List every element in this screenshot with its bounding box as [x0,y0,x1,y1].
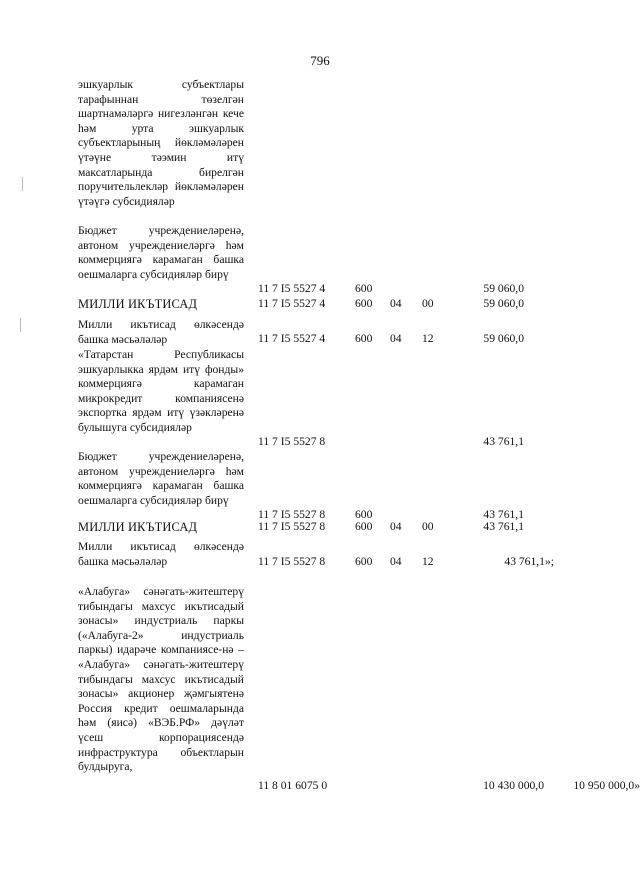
expense-type: 600 [355,282,373,295]
target-code: 11 7 I5 5527 8 [258,435,326,448]
row-description: «Алабуга» сәнәгать-житештерү тибындагы махсус икътисадый зонасы» индустриаль паркы («Алабуга-2» индустриаль паркы) идарәче компаниясе-нә – «Алабуга» сәнәгать-житештерү тибындагы махсус икътисадый зонасы» акционер җәмгыятенә Россия кредит оешмаларында һәм (яисә) «ВЭБ.РФ» дәүләт үсеш корпорациясендә инфраструктура объектларын булдыруга, [78,585,244,774]
amount-year1: 43 761,1 [483,520,524,533]
section: 04 [390,332,402,345]
amount-year2: 10 950 000,0» [573,779,640,792]
expense-type: 600 [355,508,373,521]
amount-year1: 59 060,0 [483,282,524,295]
row-description: Бюджет учреждениеләренә, автоном учреждениеләргә һәм коммерциягә карамаган башка оешмаларга субсидияләр бирү [78,224,244,281]
subsection: 00 [422,520,434,533]
expense-type: 600 [355,332,373,345]
row-description: Бюджет учреждениеләренә, автоном учреждениеләргә һәм коммерциягә карамаган башка оешмаларга субсидияләр бирү [78,450,244,507]
target-code: 11 7 I5 5527 8 [258,520,326,533]
section: 04 [390,520,402,533]
target-code: 11 7 I5 5527 4 [258,297,326,310]
expense-type: 600 [355,297,373,310]
scan-mark [20,318,21,332]
row-description: МИЛЛИ ИКЪТИСАД [78,297,198,311]
target-code: 11 7 I5 5527 8 [258,555,326,568]
amount-year1: 43 761,1 [483,435,524,448]
amount-year1: 59 060,0 [483,332,524,345]
amount-year1: 43 761,1»; [504,555,554,568]
target-code: 11 7 I5 5527 4 [258,282,326,295]
amount-year1: 43 761,1 [483,508,524,521]
section: 04 [390,555,402,568]
expense-type: 600 [355,555,373,568]
amount-year1: 59 060,0 [483,297,524,310]
subsection: 12 [422,555,434,568]
row-description: Милли икътисад өлкәсендә башка мәсьәләләр [78,318,244,346]
amount-year1: 10 430 000,0 [483,779,544,792]
target-code: 11 8 01 6075 0 [258,779,328,792]
row-description: Милли икътисад өлкәсендә башка мәсьәләләр [78,540,244,568]
row-description: «Татарстан Республикасы эшкуарлыкка ярдәм итү фонды» коммерциягә карамаган микрокредит компаниясенә экспортка ярдәм итү үзәкләренә булышуга субсидияләр [78,348,244,434]
section: 04 [390,297,402,310]
expense-type: 600 [355,520,373,533]
scan-mark [22,177,23,191]
row-description: эшкуарлык субъектлары тарафыннан төзелгән шартнамәләргә нигезләнгән кече һәм урта эшкуарлык субъектларының йөкләмәләрен үтәүне тәэмин итү максатларында бирелгән поручительлекләр йөкләмәләрен үтәүгә субсидияләр [78,78,244,208]
page-number: 796 [310,53,330,68]
row-description: МИЛЛИ ИКЪТИСАД [78,520,198,534]
target-code: 11 7 I5 5527 8 [258,508,326,521]
target-code: 11 7 I5 5527 4 [258,332,326,345]
subsection: 00 [422,297,434,310]
subsection: 12 [422,332,434,345]
